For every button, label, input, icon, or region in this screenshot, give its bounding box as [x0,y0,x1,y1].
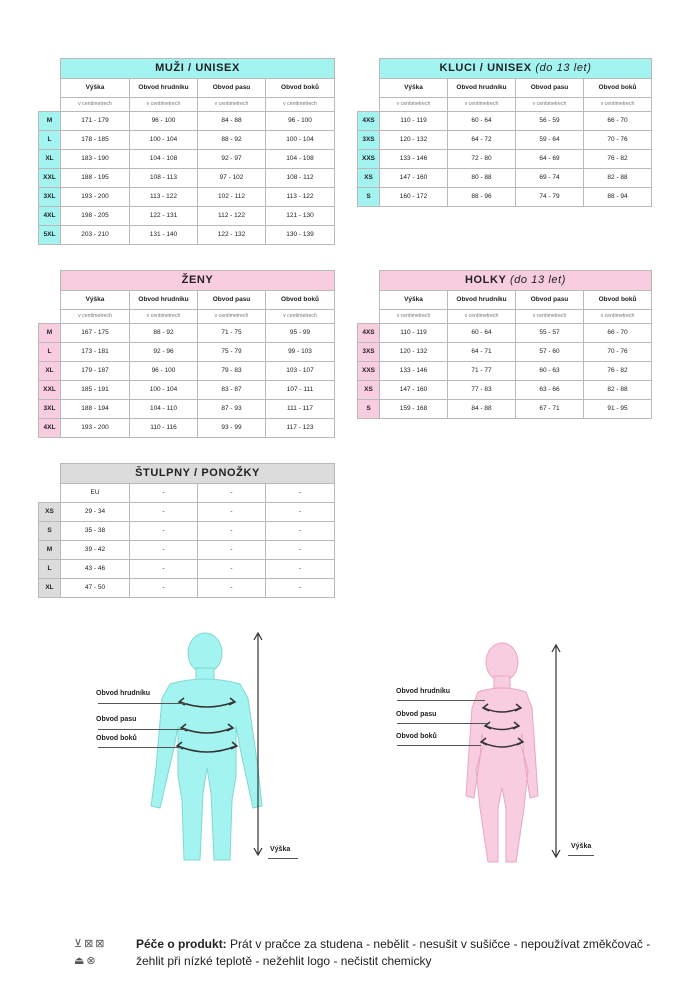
table-cell: 110 - 116 [130,419,198,438]
table-cell: 113 - 122 [130,188,198,207]
table-cell: 147 - 160 [380,381,448,400]
table-cell: 121 - 130 [266,207,335,226]
table-cell: 87 - 93 [198,400,266,419]
table-cell: 59 - 64 [516,131,584,150]
table-cell: - [130,522,198,541]
table-cell: 60 - 63 [516,362,584,381]
care-instructions [136,936,676,970]
table-row [358,381,652,400]
size-label: M [39,324,61,343]
size-label: 4XS [358,112,380,131]
female-measurement-figure [420,638,600,870]
table-cell: 88 - 94 [584,188,652,207]
table-cell: 100 - 104 [130,131,198,150]
header-hips: Obvod boků [584,79,652,98]
women-size-table [38,270,335,438]
size-label: 4XS [358,324,380,343]
table-cell: - [198,522,266,541]
table-cell: 102 - 112 [198,188,266,207]
table-row [39,112,335,131]
table-cell: 72 - 80 [448,150,516,169]
table-cell: 120 - 132 [380,343,448,362]
care-icons [74,936,130,970]
header-height: Výška [61,79,130,98]
table-cell: 29 - 34 [61,503,130,522]
men-table-title: MUŽI / UNISEX [61,59,335,79]
table-cell: 104 - 110 [130,400,198,419]
table-cell: 67 - 71 [516,400,584,419]
table-cell: - [266,579,335,598]
table-cell: 35 - 38 [61,522,130,541]
female-waist-label: Obvod pasu [396,711,437,718]
boys-table-title: KLUCI / UNISEX (do 13 let) [380,59,652,79]
header-height: Výška [61,291,130,310]
table-cell: 93 - 99 [198,419,266,438]
unit-label: v centimetrech [380,98,448,112]
header-waist: Obvod pasu [198,79,266,98]
table-row [39,343,335,362]
table-row [39,522,335,541]
unit-label: v centimetrech [130,310,198,324]
table-cell: 183 - 190 [61,150,130,169]
size-label: XS [358,381,380,400]
table-cell: 77 - 83 [448,381,516,400]
table-cell: 64 - 69 [516,150,584,169]
table-row [39,381,335,400]
table-cell: 108 - 113 [130,169,198,188]
size-label: 3XL [39,400,61,419]
table-cell: 56 - 59 [516,112,584,131]
unit-label: v centimetrech [448,98,516,112]
header-hips: Obvod boků [584,291,652,310]
care-text: Prát v pračce za studena - nebělit - nesušit v sušičce - nepoužívat změkčovač - žehlit při nízké teplotě - nežehlit logo - nečistit chemicky [136,937,651,968]
table-row [358,112,652,131]
table-cell: 107 - 111 [266,381,335,400]
unit-label: v centimetrech [516,310,584,324]
table-cell: 104 - 108 [130,150,198,169]
table-row [39,131,335,150]
table-cell: 71 - 75 [198,324,266,343]
table-cell: 66 - 70 [584,324,652,343]
table-cell: 178 - 185 [61,131,130,150]
table-cell: 64 - 71 [448,343,516,362]
table-cell: 43 - 46 [61,560,130,579]
table-row [39,400,335,419]
unit-label: v centimetrech [198,310,266,324]
table-cell: 60 - 64 [448,112,516,131]
table-cell: 108 - 112 [266,169,335,188]
table-cell: 47 - 50 [61,579,130,598]
table-cell: 95 - 99 [266,324,335,343]
table-cell: 131 - 140 [130,226,198,245]
header-hips: Obvod boků [266,291,335,310]
unit-label: v centimetrech [198,98,266,112]
table-cell: 64 - 72 [448,131,516,150]
table-cell: 96 - 100 [266,112,335,131]
table-cell: 92 - 96 [130,343,198,362]
table-cell: 159 - 168 [380,400,448,419]
size-label: 5XL [39,226,61,245]
wash-30-icon: ⊻ [74,938,85,950]
table-row [39,362,335,381]
table-cell: 133 - 146 [380,150,448,169]
table-cell: 110 - 119 [380,112,448,131]
table-cell: 82 - 88 [584,381,652,400]
table-cell: 173 - 181 [61,343,130,362]
table-cell: 55 - 57 [516,324,584,343]
table-cell: - [198,579,266,598]
table-cell: 76 - 82 [584,362,652,381]
table-cell: 97 - 102 [198,169,266,188]
male-hips-label: Obvod boků [96,735,137,742]
girls-table-title: HOLKY (do 13 let) [380,271,652,291]
table-cell: 39 - 42 [61,541,130,560]
table-cell: 84 - 88 [448,400,516,419]
table-cell: 113 - 122 [266,188,335,207]
size-label: XXL [39,169,61,188]
size-label: XS [39,503,61,522]
table-cell: 185 - 191 [61,381,130,400]
table-cell: 70 - 76 [584,131,652,150]
table-cell: 100 - 104 [266,131,335,150]
table-cell: 188 - 195 [61,169,130,188]
table-row [39,226,335,245]
unit-label: v centimetrech [61,98,130,112]
table-cell: - [130,503,198,522]
size-label: 3XS [358,343,380,362]
table-row [358,400,652,419]
table-cell: - [130,560,198,579]
unit-label: v centimetrech [448,310,516,324]
size-label: 3XL [39,188,61,207]
table-row [358,324,652,343]
table-cell: - [198,503,266,522]
girls-size-table [357,270,652,419]
header-chest: Obvod hrudníku [130,291,198,310]
table-cell: 198 - 205 [61,207,130,226]
table-cell: 96 - 100 [130,112,198,131]
table-row [39,150,335,169]
socks-size-table [38,463,335,598]
unit-label: v centimetrech [584,98,652,112]
table-cell: 70 - 76 [584,343,652,362]
table-cell: 188 - 194 [61,400,130,419]
table-cell: 179 - 187 [61,362,130,381]
table-row [39,169,335,188]
table-cell: 120 - 132 [380,131,448,150]
size-label: XL [39,579,61,598]
table-row [358,169,652,188]
male-chest-label: Obvod hrudníku [96,690,151,697]
female-height-label: Výška [571,843,592,850]
female-silhouette [466,643,538,862]
women-table-title: ŽENY [61,271,335,291]
table-cell: - [130,541,198,560]
size-label: L [39,560,61,579]
table-cell: - [266,503,335,522]
unit-label: v centimetrech [380,310,448,324]
table-cell: 88 - 96 [448,188,516,207]
unit-label: v centimetrech [61,310,130,324]
table-cell: 167 - 175 [61,324,130,343]
care-lead: Péče o produkt: [136,937,227,951]
table-cell: 103 - 107 [266,362,335,381]
table-cell: 122 - 132 [198,226,266,245]
table-cell: 110 - 119 [380,324,448,343]
table-cell: 84 - 88 [198,112,266,131]
table-row [39,541,335,560]
male-measurement-figure [90,628,310,868]
table-cell: 69 - 74 [516,169,584,188]
table-cell: 92 - 97 [198,150,266,169]
table-cell: 122 - 131 [130,207,198,226]
size-label: XXS [358,362,380,381]
header-chest: Obvod hrudníku [448,291,516,310]
header-height: Výška [380,291,448,310]
no-bleach-icon: ⊠ [95,938,107,950]
table-cell: 171 - 179 [61,112,130,131]
unit-label: v centimetrech [516,98,584,112]
table-row [39,560,335,579]
table-cell: 79 - 83 [198,362,266,381]
size-label: M [39,541,61,560]
size-label: L [39,131,61,150]
table-row [358,343,652,362]
table-cell: 99 - 103 [266,343,335,362]
size-label: XXS [358,150,380,169]
header-chest: Obvod hrudníku [130,79,198,98]
table-cell: 75 - 79 [198,343,266,362]
table-row [39,188,335,207]
table-cell: 57 - 60 [516,343,584,362]
table-cell: 100 - 104 [130,381,198,400]
table-cell: 76 - 82 [584,150,652,169]
table-cell: - [266,522,335,541]
header-hips: Obvod boků [266,79,335,98]
header-waist: Obvod pasu [516,79,584,98]
table-row [39,207,335,226]
header-empty: - [198,484,266,503]
unit-label: v centimetrech [584,310,652,324]
table-cell: 203 - 210 [61,226,130,245]
header-empty: - [266,484,335,503]
table-cell: 91 - 95 [584,400,652,419]
male-waist-label: Obvod pasu [96,716,137,723]
table-cell: 160 - 172 [380,188,448,207]
table-row [39,503,335,522]
table-cell: 88 - 92 [130,324,198,343]
size-label: S [358,400,380,419]
table-cell: 74 - 79 [516,188,584,207]
table-cell: 147 - 160 [380,169,448,188]
table-cell: 193 - 200 [61,419,130,438]
table-cell: 63 - 66 [516,381,584,400]
unit-label: v centimetrech [130,98,198,112]
size-label: XS [358,169,380,188]
header-height: Výška [380,79,448,98]
table-cell: 96 - 100 [130,362,198,381]
table-cell: - [266,560,335,579]
male-height-label: Výška [270,846,291,853]
female-chest-label: Obvod hrudníku [396,688,451,695]
size-label: S [39,522,61,541]
no-dry-clean-icon: ⊗ [86,955,98,967]
table-row [358,150,652,169]
table-cell: - [198,560,266,579]
iron-low-icon: ⏏ [74,955,87,967]
table-cell: - [266,541,335,560]
table-cell: 130 - 139 [266,226,335,245]
size-label: XXL [39,381,61,400]
table-cell: 117 - 123 [266,419,335,438]
table-row [358,188,652,207]
size-label: S [358,188,380,207]
table-cell: 88 - 92 [198,131,266,150]
size-label: XL [39,362,61,381]
table-cell: 83 - 87 [198,381,266,400]
table-cell: 80 - 88 [448,169,516,188]
size-label: L [39,343,61,362]
table-row [358,131,652,150]
table-cell: 193 - 200 [61,188,130,207]
table-cell: 82 - 88 [584,169,652,188]
header-empty: - [130,484,198,503]
header-chest: Obvod hrudníku [448,79,516,98]
header-waist: Obvod pasu [198,291,266,310]
table-cell: 112 - 122 [198,207,266,226]
size-label: M [39,112,61,131]
table-row [39,324,335,343]
boys-size-table [357,58,652,207]
table-row [39,579,335,598]
female-hips-label: Obvod boků [396,733,437,740]
table-cell: 111 - 117 [266,400,335,419]
table-cell: 60 - 64 [448,324,516,343]
size-label: 4XL [39,207,61,226]
table-row [39,419,335,438]
size-label: 3XS [358,131,380,150]
header-eu: EU [61,484,130,503]
table-cell: 104 - 108 [266,150,335,169]
socks-table-title: ŠTULPNY / PONOŽKY [61,464,335,484]
header-waist: Obvod pasu [516,291,584,310]
table-cell: 71 - 77 [448,362,516,381]
size-label: XL [39,150,61,169]
unit-label: v centimetrech [266,310,335,324]
no-tumble-dry-icon: ⊠ [84,938,96,950]
table-cell: 133 - 146 [380,362,448,381]
table-cell: 66 - 70 [584,112,652,131]
table-row [358,362,652,381]
unit-label: v centimetrech [266,98,335,112]
table-cell: - [130,579,198,598]
table-cell: - [198,541,266,560]
men-size-table [38,58,335,245]
size-label: 4XL [39,419,61,438]
